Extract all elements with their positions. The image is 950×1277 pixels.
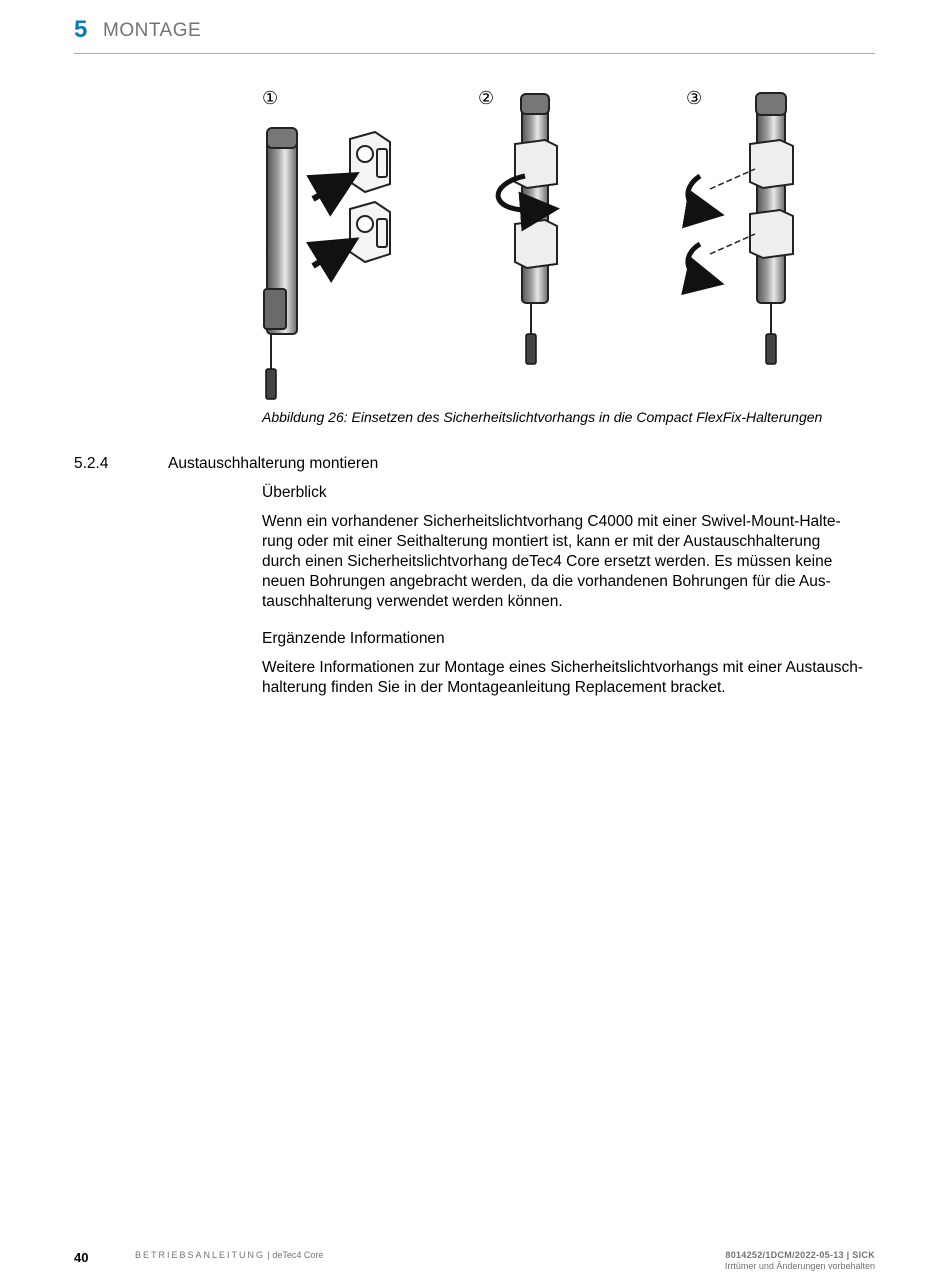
paragraph-line: neuen Bohrungen angebracht werden, da die vorhandenen Bohrungen für die Aus- (262, 573, 831, 590)
paragraph-line: Weitere Informationen zur Montage eines Sicherheitslichtvorhangs mit einer Austausch- (262, 659, 864, 676)
page-number: 40 (74, 1250, 89, 1265)
figure-mounting-steps (255, 84, 815, 406)
mounting-illustration (255, 84, 815, 406)
footer-note: Irrtümer und Änderungen vorbehalten (724, 1261, 875, 1271)
step-number-3: ③ (686, 88, 703, 109)
footer-doc-type: BETRIEBSANLEITUNG (135, 1250, 266, 1260)
paragraph-line: Wenn ein vorhandener Sicherheitslichtvorhang C4000 mit einer Swivel-Mount-Halte- (262, 513, 841, 530)
chapter-title: MONTAGE (103, 20, 202, 41)
step-number-1: ① (262, 88, 279, 109)
footer-separator: | (265, 1250, 273, 1260)
overview-paragraph (262, 512, 877, 612)
step2-light-curtain (498, 94, 557, 364)
paragraph-line: halterung finden Sie in der Montageanleitung Replacement bracket. (262, 679, 726, 696)
paragraph-line: durch einen Sicherheitslichtvorhang deTec4 Core ersetzt werden. Es müssen keine (262, 553, 833, 570)
step3-light-curtain (688, 93, 793, 364)
chapter-number: 5 (74, 16, 88, 43)
figure-caption: Abbildung 26: Einsetzen des Sicherheitslichtvorhangs in die Compact FlexFix-Halterungen (262, 409, 823, 425)
info-paragraph (262, 658, 877, 698)
paragraph-line: tauschhalterung verwendet werden können. (262, 593, 563, 610)
overview-heading: Überblick (262, 484, 327, 501)
footer-doc-code: 8014252/1DCM/2022-05-13 | SICK (725, 1250, 875, 1260)
section-title: Austauschhalterung montieren (168, 455, 379, 472)
page-header (74, 14, 875, 54)
footer-right (725, 1250, 875, 1271)
step-number-2: ② (478, 88, 495, 109)
section-number: 5.2.4 (74, 455, 109, 472)
paragraph-line: rung oder mit einer Seithalterung montiert ist, kann er mit der Austauschhalterung (262, 533, 821, 550)
footer-product: deTec4 Core (272, 1250, 324, 1260)
step1-brackets (350, 132, 390, 262)
info-heading: Ergänzende Informationen (262, 630, 445, 647)
step1-arrows (313, 184, 339, 266)
footer-document-title (135, 1250, 323, 1260)
step1-light-curtain (264, 128, 297, 399)
header-divider (74, 53, 875, 54)
